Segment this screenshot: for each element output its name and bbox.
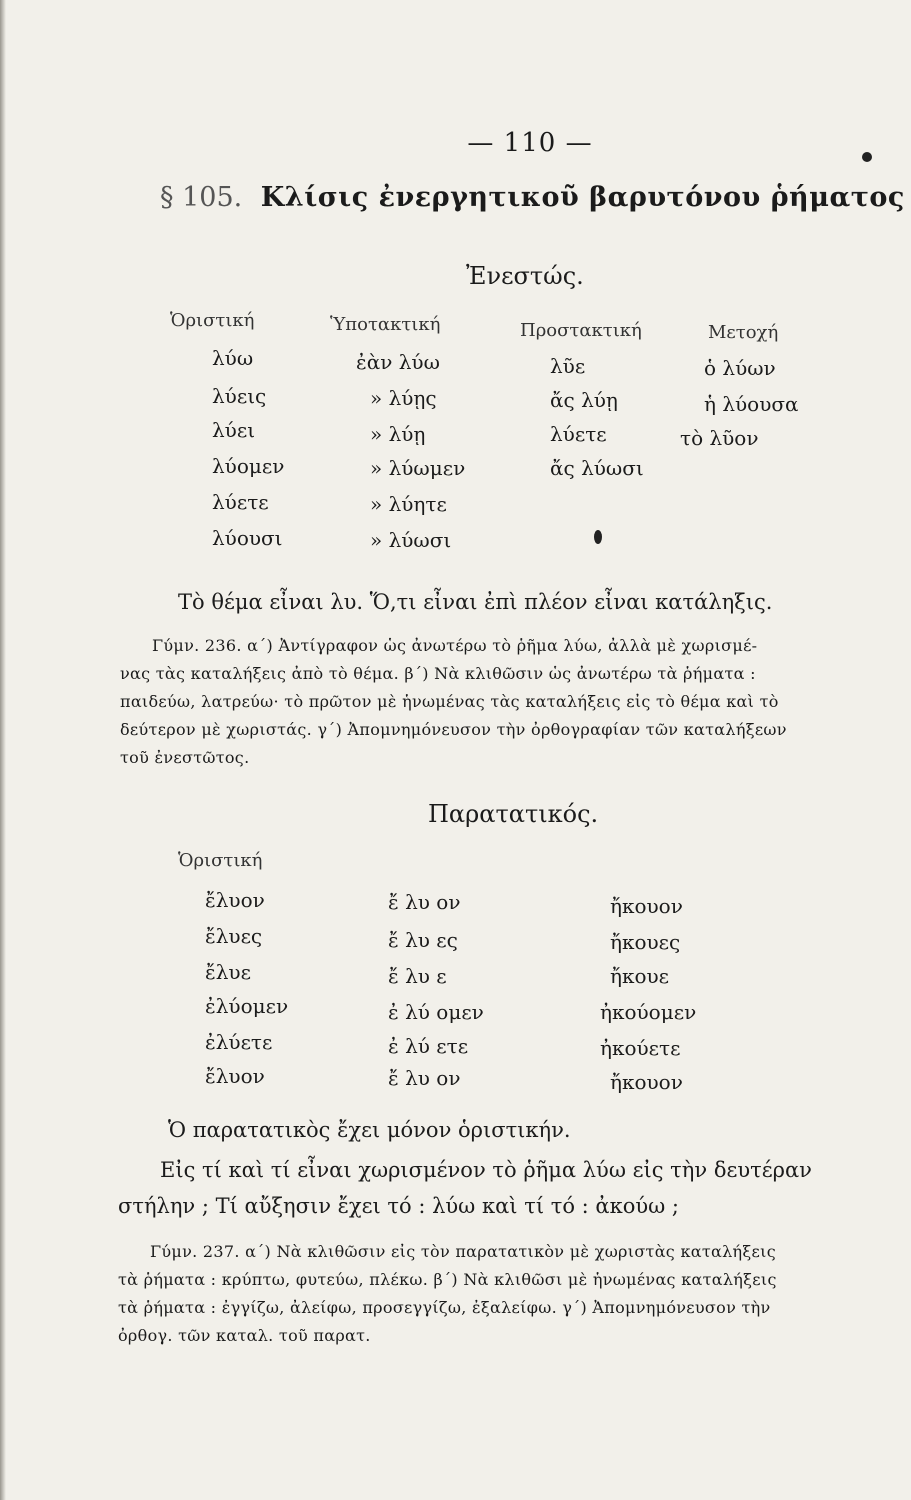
imperfect-split-form: ἔ λυ ε (388, 964, 447, 988)
exercise-237-line: τὰ ῥήματα : κρύπτω, φυτεύω, πλέκω. β΄) Νὰ κλιθῶσι μὲ ἡνωμένας καταλήξεις (118, 1270, 777, 1289)
subjunctive-form: » λύῃ (370, 422, 426, 446)
section-title: Κλίσις ἐνεργητικοῦ βαρυτόνου ῥήματος (260, 182, 905, 213)
exercise-236-line: νας τὰς καταλήξεις ἀπὸ τὸ θέμα. β΄) Νὰ κλιθῶσιν ὡς ἀνωτέρω τὰ ῥήματα : (120, 664, 756, 683)
section-heading (160, 182, 905, 213)
imperative-form: ἄς λύῃ (550, 388, 618, 412)
imperative-form: ἄς λύωσι (550, 456, 644, 480)
indicative-form: λύομεν (212, 454, 285, 478)
participle-form: ἡ λύουσα (704, 392, 799, 416)
indicative-form: λύω (212, 346, 254, 370)
question-line: Εἰς τί καὶ τί εἶναι χωρισμένον τὸ ῥῆμα λύω εἰς τὴν δευτέραν (160, 1158, 812, 1182)
indicative-form: λύουσι (212, 526, 283, 550)
subjunctive-form: » λύωσι (370, 528, 452, 552)
subjunctive-form: » λύητε (370, 492, 447, 516)
exercise-236-line: παιδεύω, λατρεύω· τὸ πρῶτον μὲ ἡνωμένας τὰς καταλήξεις εἰς τὸ θέμα καὶ τὸ (120, 692, 779, 711)
stem-note: Τὸ θέμα εἶναι λυ. Ὅ,τι εἶναι ἐπὶ πλέον εἶναι κατάληξις. (178, 590, 773, 614)
imperfect-mood-label: Ὁριστική (178, 850, 263, 871)
imperfect-form: ἔλυε (205, 960, 251, 984)
imperfect-note: Ὁ παρατατικὸς ἔχει μόνον ὁριστικήν. (168, 1118, 571, 1142)
ink-spot (594, 530, 602, 544)
present-heading: Ἐνεστώς. (466, 262, 584, 290)
exercise-236-line: Γύμν. 236. α΄) Ἀντίγραφον ὡς ἀνωτέρω τὸ ῥῆμα λύω, ἀλλὰ μὲ χωρισμέ- (152, 636, 758, 655)
section-number: § 105. (160, 182, 243, 213)
imperfect-split-form: ἔ λυ ον (388, 1066, 461, 1090)
question-line: στήλην ; Τί αὔξησιν ἔχει τό : λύω καὶ τί τό : ἀκούω ; (118, 1194, 680, 1218)
imperfect-heading: Παρατατικός. (428, 800, 599, 828)
column-title-indicative: Ὁριστική (170, 310, 255, 331)
imperfect-form: ἔλυες (205, 924, 263, 948)
akouo-form: ἤκουε (610, 964, 670, 988)
exercise-237-line: Γύμν. 237. α΄) Νὰ κλιθῶσιν εἰς τὸν παρατατικὸν μὲ χωριστὰς καταλήξεις (150, 1242, 776, 1261)
participle-form: τὸ λῦον (680, 426, 759, 450)
page-gutter-shadow (0, 0, 6, 1500)
indicative-form: λύεις (212, 384, 267, 408)
exercise-236-line: τοῦ ἐνεστῶτος. (120, 748, 250, 767)
column-title-imperative: Προστακτική (520, 320, 642, 341)
exercise-236-line: δεύτερον μὲ χωριστάς. γ΄) Ἀπομνημόνευσον τὴν ὀρθογραφίαν τῶν καταλήξεων (120, 720, 787, 739)
imperfect-split-form: ἔ λυ ες (388, 928, 458, 952)
imperfect-form: ἔλυον (205, 1064, 265, 1088)
imperfect-form: ἐλύετε (205, 1030, 273, 1054)
page-number: — 110 — (467, 128, 593, 158)
indicative-form: λύετε (212, 490, 269, 514)
imperfect-split-form: ἐ λύ ετε (388, 1034, 469, 1058)
imperfect-form: ἐλύομεν (205, 994, 289, 1018)
imperfect-form: ἔλυον (205, 888, 265, 912)
imperative-form: λῦε (550, 354, 586, 378)
akouo-form: ἤκουες (610, 930, 681, 954)
subjunctive-form: » λύῃς (370, 386, 437, 410)
imperfect-split-form: ἐ λύ ομεν (388, 1000, 484, 1024)
imperative-form: λύετε (550, 422, 607, 446)
participle-form: ὁ λύων (704, 356, 776, 380)
akouo-form: ἤκουον (610, 1070, 683, 1094)
column-title-participle: Μετοχή (708, 322, 779, 343)
akouo-form: ἠκούομεν (600, 1000, 697, 1024)
exercise-237-line: ὀρθογ. τῶν καταλ. τοῦ παρατ. (118, 1326, 371, 1345)
imperfect-split-form: ἔ λυ ον (388, 890, 461, 914)
subjunctive-form: ἐὰν λύω (356, 350, 440, 374)
subjunctive-form: » λύωμεν (370, 456, 466, 480)
indicative-form: λύει (212, 418, 256, 442)
exercise-237-line: τὰ ῥήματα : ἐγγίζω, ἀλείφω, προσεγγίζω, ἐξαλείφω. γ΄) Ἀπομνημόνευσον τὴν (118, 1298, 771, 1317)
akouo-form: ἠκούετε (600, 1036, 681, 1060)
column-title-subjunctive: Ὑποτακτική (330, 314, 441, 335)
akouo-form: ἤκουον (610, 894, 683, 918)
